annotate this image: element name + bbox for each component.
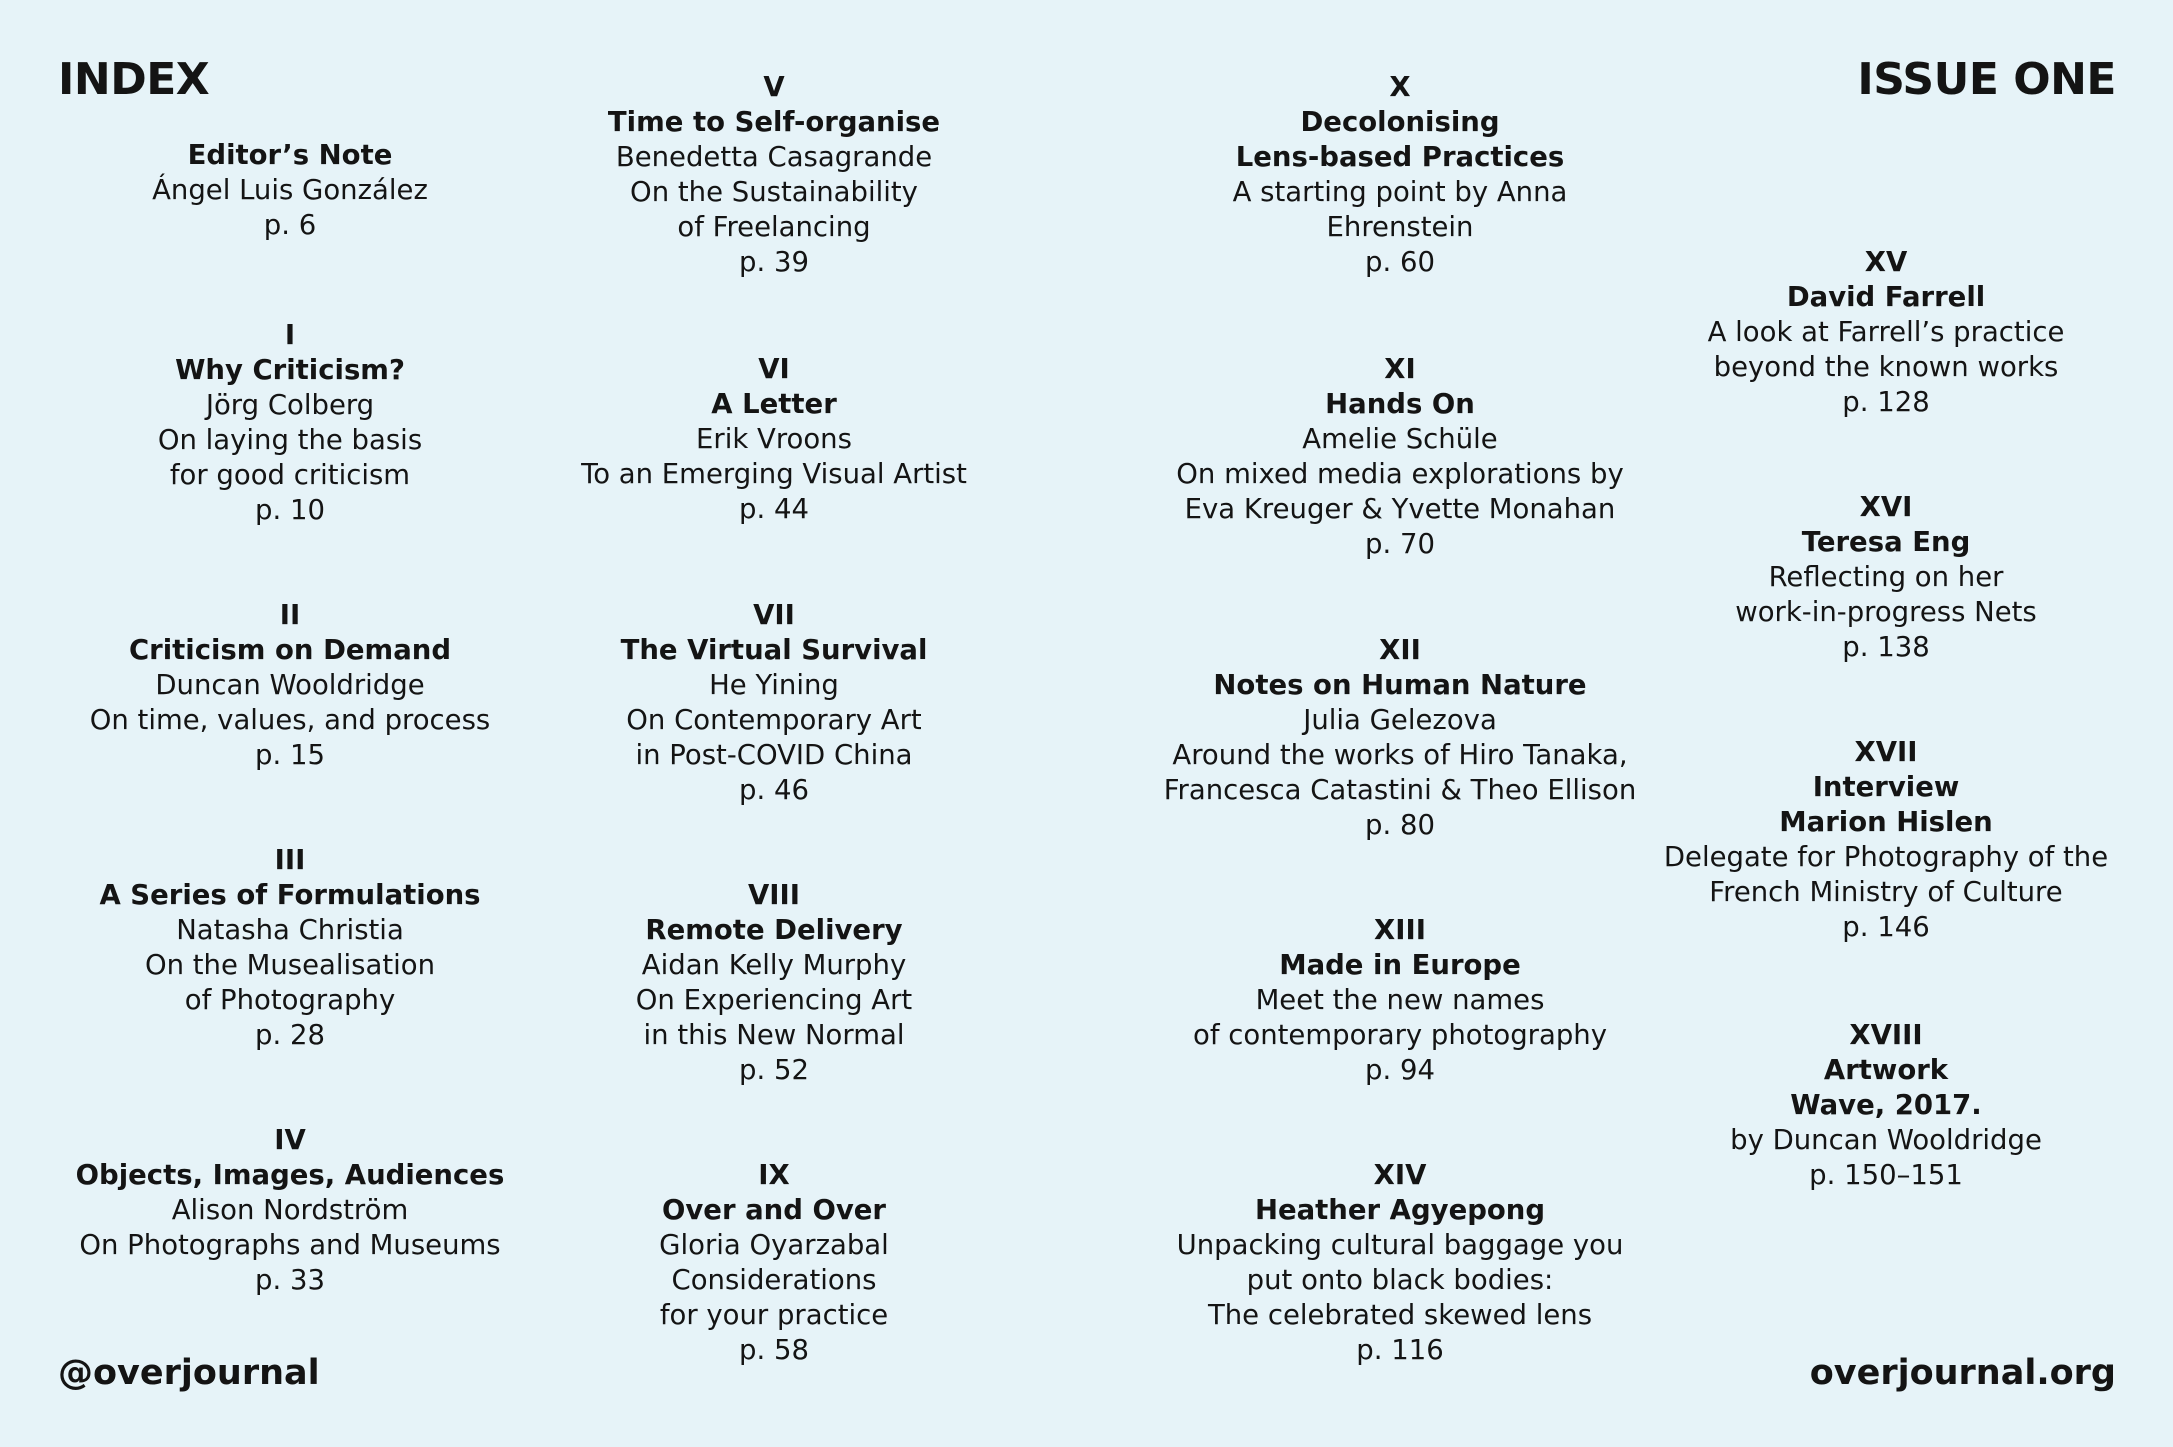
- index-entry: [40, 1123, 540, 1298]
- entry-text: Natasha Christia: [176, 914, 404, 946]
- entry-text: in this New Normal: [643, 1019, 905, 1051]
- index-entry: [1636, 1018, 2136, 1193]
- entry-title: Notes on Human Nature: [1213, 669, 1587, 701]
- entry-numeral: III: [274, 844, 306, 876]
- entry-numeral: XVII: [1854, 736, 1918, 768]
- entry-numeral: XVI: [1859, 491, 1913, 523]
- entry-numeral: II: [279, 599, 301, 631]
- entry-page: p. 33: [255, 1264, 325, 1296]
- entry-numeral: IX: [758, 1159, 790, 1191]
- entry-title: Why Criticism?: [175, 354, 405, 386]
- entry-text: A look at Farrell’s practice: [1707, 316, 2065, 348]
- entry-numeral: XIII: [1374, 914, 1426, 946]
- entry-text: French Ministry of Culture: [1709, 876, 2063, 908]
- entry-text: Eva Kreuger & Yvette Monahan: [1184, 493, 1616, 525]
- entry-page: p. 39: [739, 246, 809, 278]
- entry-page: p. 60: [1365, 246, 1435, 278]
- index-entry: [524, 70, 1024, 280]
- entry-text: for your practice: [659, 1299, 889, 1331]
- index-entry: [1150, 913, 1650, 1088]
- entry-page: p. 28: [255, 1019, 325, 1051]
- index-entry: [40, 138, 540, 243]
- entry-text: by Duncan Wooldridge: [1730, 1124, 2042, 1156]
- index-heading: INDEX: [58, 54, 210, 105]
- index-entry: [40, 598, 540, 773]
- entry-title: Heather Agyepong: [1254, 1194, 1546, 1226]
- entry-numeral: VIII: [748, 879, 800, 911]
- issue-heading: ISSUE ONE: [1857, 54, 2116, 105]
- entry-text: On Experiencing Art: [635, 984, 913, 1016]
- entry-page: p. 44: [739, 493, 809, 525]
- index-entry: [1150, 1158, 1650, 1368]
- entry-title: Marion Hislen: [1779, 806, 1993, 838]
- index-entry: [524, 598, 1024, 808]
- entry-text: On the Musealisation: [144, 949, 436, 981]
- entry-text: Reflecting on her: [1768, 561, 2004, 593]
- entry-text: put onto black bodies:: [1246, 1264, 1554, 1296]
- index-entry: [1150, 70, 1650, 280]
- entry-text: Jörg Colberg: [205, 389, 375, 421]
- entry-text: Julia Gelezova: [1303, 704, 1497, 736]
- entry-title: Interview: [1812, 771, 1960, 803]
- entry-page: p. 52: [739, 1054, 809, 1086]
- index-entry: [1150, 633, 1650, 843]
- entry-title: A Series of Formulations: [99, 879, 481, 911]
- entry-title: Decolonising: [1300, 106, 1500, 138]
- entry-text: Meet the new names: [1255, 984, 1545, 1016]
- social-handle: @overjournal: [58, 1353, 320, 1393]
- entry-numeral: X: [1389, 71, 1411, 103]
- entry-title: Wave, 2017.: [1790, 1089, 1982, 1121]
- entry-text: A starting point by Anna: [1232, 176, 1568, 208]
- entry-page: p. 58: [739, 1334, 809, 1366]
- entry-numeral: XIV: [1373, 1159, 1427, 1191]
- entry-page: p. 15: [255, 739, 325, 771]
- entry-title: Remote Delivery: [645, 914, 903, 946]
- entry-title: Teresa Eng: [1801, 526, 1971, 558]
- entry-numeral: XVIII: [1849, 1019, 1923, 1051]
- entry-text: in Post-COVID China: [635, 739, 913, 771]
- index-entry: [1636, 490, 2136, 665]
- website-link[interactable]: overjournal.org: [1809, 1353, 2116, 1393]
- entry-text: Francesca Catastini & Theo Ellison: [1163, 774, 1637, 806]
- entry-text: On laying the basis: [157, 424, 423, 456]
- index-entry: [1150, 352, 1650, 562]
- entry-page: p. 6: [263, 209, 317, 241]
- index-entry: [524, 352, 1024, 527]
- entry-text: Amelie Schüle: [1302, 423, 1498, 455]
- entry-text: Gloria Oyarzabal: [659, 1229, 889, 1261]
- entry-page: p. 138: [1842, 631, 1930, 663]
- entry-title: Over and Over: [661, 1194, 886, 1226]
- index-entry: [1636, 245, 2136, 420]
- entry-text: On Contemporary Art: [626, 704, 922, 736]
- entry-text: On time, values, and process: [89, 704, 491, 736]
- entry-title: Editor’s Note: [187, 139, 393, 171]
- entry-page: p. 94: [1365, 1054, 1435, 1086]
- entry-page: p. 10: [255, 494, 325, 526]
- entry-title: David Farrell: [1786, 281, 1986, 313]
- entry-text: of Freelancing: [677, 211, 871, 243]
- entry-text: work-in-progress Nets: [1735, 596, 2037, 628]
- entry-text: He Yining: [709, 669, 839, 701]
- entry-text: for good criticism: [169, 459, 411, 491]
- entry-title: Lens-based Practices: [1235, 141, 1565, 173]
- entry-numeral: IV: [274, 1124, 306, 1156]
- entry-numeral: XI: [1384, 353, 1416, 385]
- entry-numeral: VI: [758, 353, 790, 385]
- entry-text: Delegate for Photography of the: [1663, 841, 2109, 873]
- entry-text: Unpacking cultural baggage you: [1176, 1229, 1624, 1261]
- entry-page: p. 146: [1842, 911, 1930, 943]
- entry-text: Aidan Kelly Murphy: [641, 949, 907, 981]
- entry-text: Erik Vroons: [696, 423, 852, 455]
- entry-page: p. 70: [1365, 528, 1435, 560]
- entry-text: On Photographs and Museums: [79, 1229, 501, 1261]
- entry-title: A Letter: [711, 388, 837, 420]
- entry-page: p. 150–151: [1809, 1159, 1963, 1191]
- index-entry: [40, 318, 540, 528]
- entry-text: Considerations: [671, 1264, 877, 1296]
- entry-page: p. 80: [1365, 809, 1435, 841]
- entry-text: Alison Nordström: [171, 1194, 409, 1226]
- entry-title: The Virtual Survival: [620, 634, 928, 666]
- entry-numeral: V: [763, 71, 785, 103]
- entry-text: On mixed media explorations by: [1176, 458, 1624, 490]
- entry-numeral: VII: [753, 599, 795, 631]
- entry-numeral: I: [284, 319, 296, 351]
- entry-text: of Photography: [184, 984, 396, 1016]
- entry-numeral: XII: [1379, 634, 1421, 666]
- entry-page: p. 46: [739, 774, 809, 806]
- entry-title: Time to Self-organise: [607, 106, 941, 138]
- entry-text: Benedetta Casagrande: [615, 141, 933, 173]
- entry-page: p. 116: [1356, 1334, 1444, 1366]
- entry-text: Ehrenstein: [1326, 211, 1474, 243]
- entry-title: Artwork: [1823, 1054, 1949, 1086]
- entry-text: Ángel Luis González: [152, 174, 428, 206]
- entry-title: Hands On: [1325, 388, 1475, 420]
- entry-text: To an Emerging Visual Artist: [581, 458, 967, 490]
- entry-text: Around the works of Hiro Tanaka,: [1172, 739, 1628, 771]
- index-entry: [1636, 735, 2136, 945]
- index-entry: [524, 878, 1024, 1088]
- index-entry: [40, 843, 540, 1053]
- entry-title: Objects, Images, Audiences: [75, 1159, 505, 1191]
- entry-title: Made in Europe: [1279, 949, 1521, 981]
- entry-numeral: XV: [1864, 246, 1908, 278]
- entry-text: beyond the known works: [1713, 351, 2059, 383]
- index-entry: [524, 1158, 1024, 1368]
- entry-text: of contemporary photography: [1193, 1019, 1607, 1051]
- entry-text: On the Sustainability: [630, 176, 918, 208]
- entry-title: Criticism on Demand: [128, 634, 452, 666]
- entry-page: p. 128: [1842, 386, 1930, 418]
- entry-text: Duncan Wooldridge: [155, 669, 425, 701]
- entry-text: The celebrated skewed lens: [1207, 1299, 1593, 1331]
